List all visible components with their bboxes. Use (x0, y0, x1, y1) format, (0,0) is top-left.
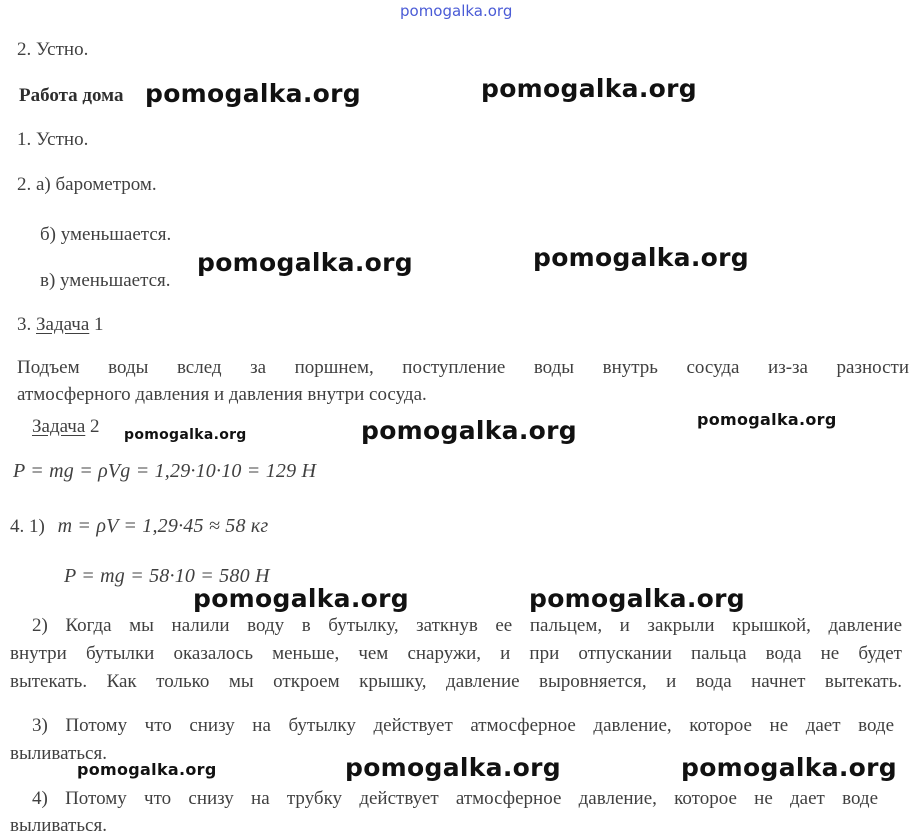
watermark: pomogalka.org (533, 243, 749, 272)
item-4-number: 4. 1) (10, 516, 45, 537)
line-item-2b: б) уменьшается. (40, 224, 172, 245)
watermark: pomogalka.org (197, 248, 413, 277)
site-header-link[interactable]: pomogalka.org (400, 2, 513, 20)
formula-weight: P = mg = 58·10 = 580 Н (64, 565, 270, 587)
paragraph-3-line-2: выливаться. (10, 743, 107, 764)
item-4-line (10, 513, 268, 540)
formula-mass: m = ρV = 1,29·45 ≈ 58 кг (57, 515, 269, 537)
line-ustno-1: 1. Устно. (17, 129, 89, 150)
line-item-2c: в) уменьшается. (40, 270, 171, 291)
zadacha-number: 1 (94, 314, 104, 335)
task-heading-2 (32, 414, 100, 440)
paragraph-4-line-2: выливаться. (10, 815, 107, 836)
paragraph-1-line-1: Подъем воды вслед за поршнем, поступление воды внутрь сосуда из-за разности (17, 357, 909, 378)
watermark: pomogalka.org (697, 410, 837, 429)
paragraph-2-line-3: вытекать. Как только мы откроем крышку, давление выровняется, и вода начнет вытекать. (10, 671, 902, 692)
watermark: pomogalka.org (145, 79, 361, 108)
paragraph-2-line-1: 2) Когда мы налили воду в бутылку, заткнув ее пальцем, и закрыли крышкой, давление (32, 615, 902, 636)
watermark: pomogalka.org (124, 427, 247, 443)
item-3-number: 3. (17, 314, 32, 335)
line-ustno-2: 2. Устно. (17, 39, 89, 60)
paragraph-4-line-1: 4) Потому что снизу на трубку действует атмосферное давление, которое не дает воде (32, 788, 878, 809)
paragraph-3-line-1: 3) Потому что снизу на бутылку действует атмосферное давление, которое не дает воде (32, 715, 894, 736)
paragraph-2-line-2: внутри бутылки оказалось меньше, чем снаружи, и при отпускании пальца вода не будет (10, 643, 902, 664)
section-heading-rabota-doma: Работа дома (19, 85, 124, 106)
zadacha-word: Задача (32, 416, 86, 437)
formula-weight-air: P = mg = ρVg = 1,29·10·10 = 129 Н (13, 460, 317, 482)
watermark: pomogalka.org (529, 584, 745, 613)
watermark: pomogalka.org (77, 760, 217, 779)
watermark: pomogalka.org (681, 753, 897, 782)
zadacha-number: 2 (90, 416, 100, 437)
watermark: pomogalka.org (481, 74, 697, 103)
zadacha-word: Задача (36, 314, 90, 335)
watermark: pomogalka.org (193, 584, 409, 613)
paragraph-1-line-2: атмосферного давления и давления внутри сосуда. (17, 384, 427, 405)
line-item-2a: 2. а) барометром. (17, 174, 157, 195)
task-heading-1 (17, 312, 104, 338)
watermark: pomogalka.org (361, 416, 577, 445)
watermark: pomogalka.org (345, 753, 561, 782)
